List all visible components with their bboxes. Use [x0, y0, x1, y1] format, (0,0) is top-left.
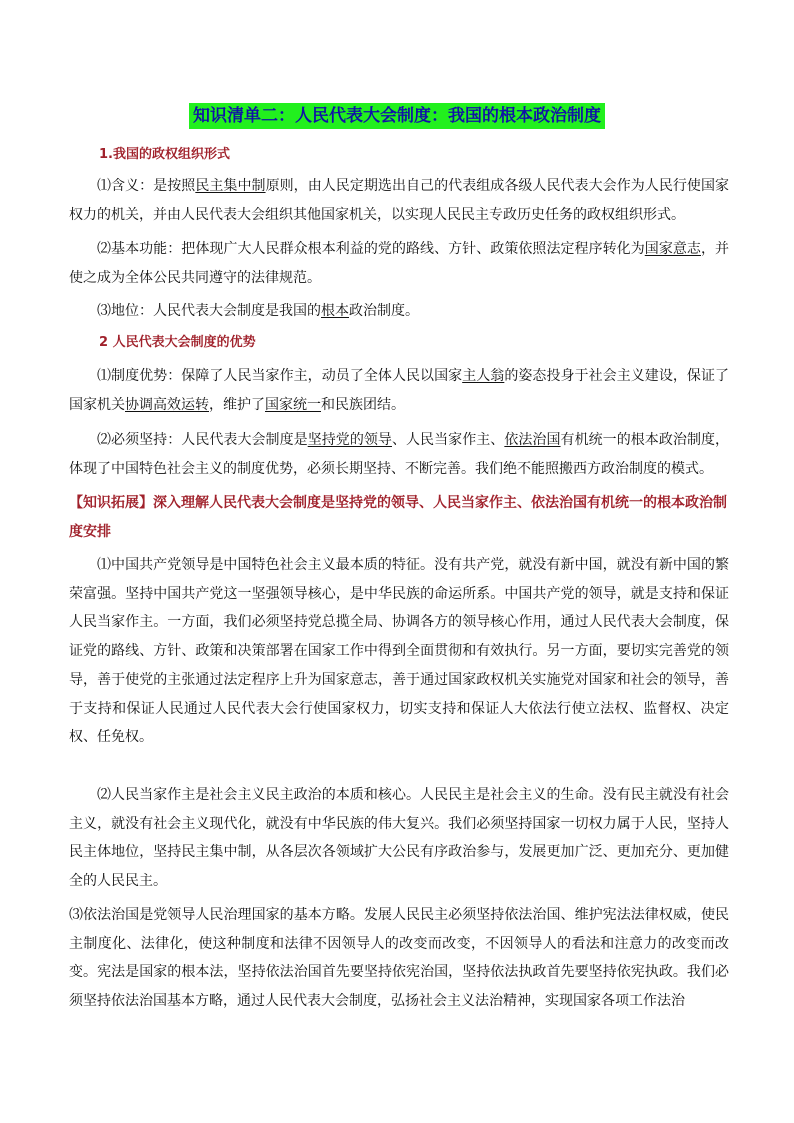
- text: 政治制度。: [349, 303, 419, 319]
- section1-paragraph-2: [69, 235, 729, 292]
- underlined-term: 民主集中制: [195, 178, 266, 194]
- extension-paragraph-1: ⑴中国共产党领导是中国特色社会主义最本质的特征。没有共产党，就没有新中国，就没有新中国的繁荣富强。坚持中国共产党这一坚强领导核心，是中华民族的命运所系。中国共产党的领导，就是支持和保证人民当家作主。一方面，我们必须坚持党总揽全局、协调各方的领导核心作用，通过人民代表大会制度，保证党的路线、方针、政策和决策部署在国家工作中得到全面贯彻和有效执行。另一方面，要切实完善党的领导，善于使党的主张通过法定程序上升为国家意志，善于通过国家政权机关实施党对国家和社会的领导，善于支持和保证人民通过人民代表大会行使国家权力，切实支持和保证人大依法行使立法权、监督权、决定权、任免权。: [69, 557, 729, 746]
- underlined-term: 国家统一: [265, 396, 321, 413]
- title-wrap: [0, 103, 794, 129]
- section1-paragraph-1: [69, 172, 729, 229]
- text: 和民族团结。: [321, 396, 405, 413]
- extension-paragraph-2: ⑵人民当家作主是社会主义民主政治的本质和核心。人民民主是社会主义的生命。没有民主就没有社会主义，就没有社会主义现代化，就没有中华民族的伟大复兴。我们必须坚持国家一切权力属于人民，坚持人民主体地位，坚持民主集中制，从各层次各领域扩大公民有序政治参与，发展更加广泛、更加充分、更加健全的人民民主。: [69, 787, 729, 890]
- underlined-term: 坚持党的领导: [307, 432, 392, 448]
- text: ⑴制度优势：保障了人民当家作主，动员了全体人民以国家: [97, 368, 463, 384]
- text: ⑵基本功能：把体现广大人民群众根本利益的党的路线、方针、政策依照法定程序转化为: [97, 241, 645, 257]
- section2-paragraph-1: [69, 362, 729, 419]
- section1-paragraph-3: [69, 297, 729, 326]
- underlined-term: 国家意志: [644, 241, 701, 257]
- text: 原则，由人民定期选出自己的代表组成各级人民代表大会作为人民行使国家权力的机关，并由人民代表大会组织其他国家机关，以实现人民民主专政历史任务的政权组织形式。: [69, 178, 730, 223]
- extension-paragraph-3: ⑶依法治国是党领导人民治理国家的基本方略。发展人民民主必须坚持依法治国、维护宪法法律权威，使民主制度化、法律化，使这种制度和法律不因领导人的改变而改变，不因领导人的看法和注意力的改变而改变。宪法是国家的根本法，坚持依法治国首先要坚持依宪治国，坚持依法执政首先要坚持依宪执政。我们必须坚持依法治国基本方略，通过人民代表大会制度，弘扬社会主义法治精神，实现国家各项工作法治: [69, 907, 729, 1010]
- page-title: 知识清单二：人民代表大会制度：我国的根本政治制度: [189, 103, 605, 129]
- section1-heading: 1.我国的政权组织形式: [99, 147, 230, 162]
- text: 有机统一的根本政治制度，体现了中国特色社会主义的制度优势，必须长期坚持、不断完善。我们绝不能照搬西方政治制度的模式。: [69, 432, 730, 477]
- text: ⑵必须坚持：人民代表大会制度是: [97, 432, 308, 448]
- underlined-term: 协调高效运转: [125, 396, 209, 413]
- text: ，维护了: [209, 396, 265, 413]
- text: 的姿态投身于社会主义建设，保证了国家机关: [69, 368, 730, 413]
- underlined-term: 主人翁: [462, 368, 505, 384]
- text: ⑶地位：人民代表大会制度是我国的: [97, 303, 321, 319]
- section2-heading: 2 人民代表大会制度的优势: [99, 335, 256, 350]
- underlined-term: 根本: [321, 303, 349, 319]
- text: 、人民当家作主、: [391, 432, 505, 448]
- text: ，并使之成为全体公民共同遵守的法律规范。: [69, 241, 730, 286]
- knowledge-extension-heading: 【知识拓展】深入理解人民代表大会制度是坚持党的领导、人民当家作主、依法治国有机统一的根本政治制度安排: [69, 495, 727, 540]
- underlined-term: 依法治国: [504, 432, 561, 448]
- text: ⑴含义：是按照: [97, 178, 196, 194]
- section2-paragraph-2: [69, 426, 729, 483]
